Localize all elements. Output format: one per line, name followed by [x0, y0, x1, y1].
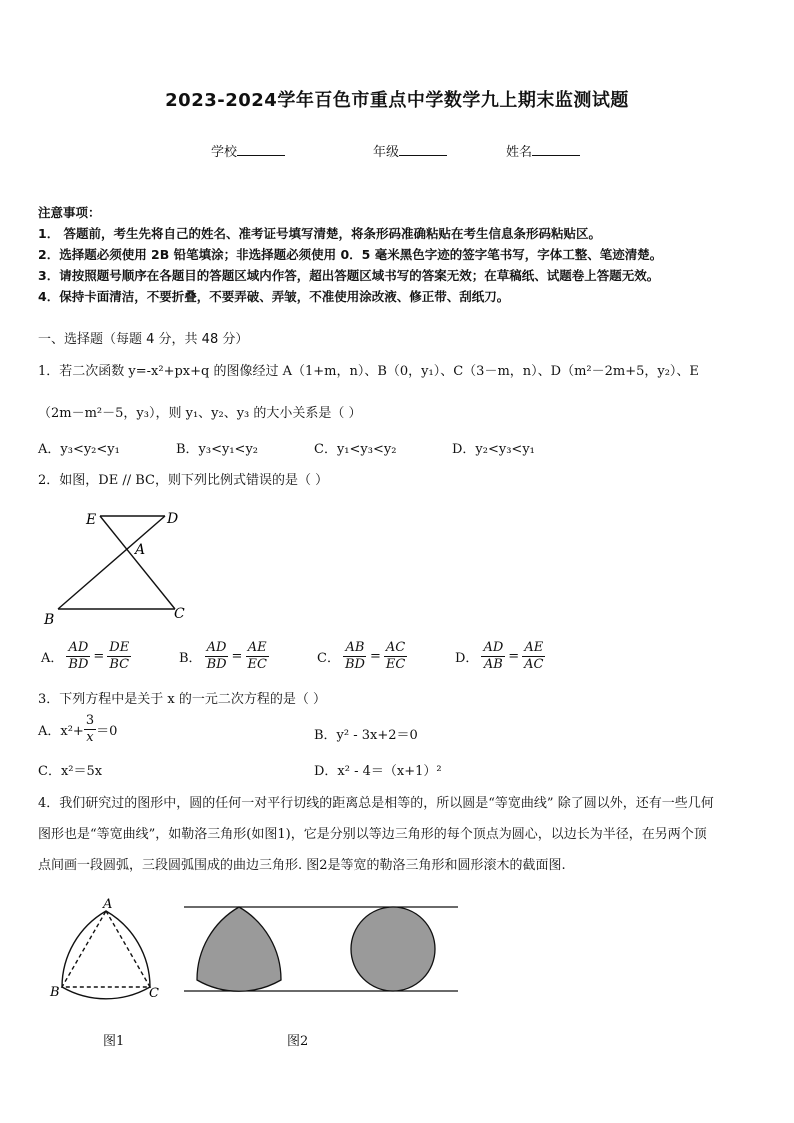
note-item: 3．请按照题号顺序在各题目的答题区域内作答，超出答题区域书写的答案无效；在草稿纸、试题卷上答题无效。: [38, 268, 660, 283]
q3-stem: 3．下列方程中是关于 x 的一元二次方程的是（ ）: [38, 692, 326, 707]
note-item: 2．选择题必须使用 2B 铅笔填涂；非选择题必须使用 0．5 毫米黑色字迹的签字笔书写，字体工整、笔迹清楚。: [38, 247, 663, 262]
q2-option-b: B． $\frac{AD}{BD}$ = $\frac{AE}{EC}$: [179, 640, 267, 672]
name-label: 姓名: [506, 145, 533, 160]
q2-figure: [40, 505, 200, 630]
rolling-figure-2: [180, 898, 465, 998]
q2-option-c: C． $\frac{AB}{BD}$ = $\frac{AC}{EC}$: [317, 640, 406, 672]
q1-option-c: C．y₁<y₃<y₂: [314, 442, 397, 457]
point-label-c: C: [174, 606, 185, 622]
q1-option-a: A．y₃<y₂<y₁: [38, 442, 120, 457]
name-blank: [532, 143, 580, 156]
point-label-d: D: [167, 511, 179, 527]
reuleaux-figure-1: [45, 895, 175, 1005]
point-label-a: A: [135, 542, 146, 558]
equilateral-triangle-dashed: [62, 911, 150, 987]
note-item: 1． 答题前，考生先将自己的姓名、准考证号填写清楚，将条形码准确粘贴在考生信息条形码粘贴区。: [38, 226, 602, 241]
page-title: 2023-2024学年百色市重点中学数学九上期末监测试题: [165, 90, 629, 111]
fig1-label-b: B: [50, 985, 60, 1000]
q4-stem-line3: 点间画一段圆弧，三段圆弧围成的曲边三角形. 图2是等宽的勒洛三角形和圆形滚木的截面图.: [38, 858, 566, 873]
point-label-b: B: [44, 612, 55, 628]
reuleaux-shape: [197, 907, 281, 991]
q2-option-d: D． $\frac{AD}{AB}$ = $\frac{AE}{AC}$: [455, 640, 544, 672]
school-field: [211, 141, 285, 160]
q3-option-b: B．y² - 3x+2＝0: [314, 728, 418, 743]
notes-heading: 注意事项：: [38, 205, 101, 220]
circle-shape: [351, 907, 435, 991]
q1-stem-line2: （2m－m²－5，y₃），则 y₁、y₂、y₃ 的大小关系是（ ）: [38, 406, 362, 421]
q4-stem-line2: 图形也是“等宽曲线”，如勒洛三角形(如图1)，它是分别以等边三角形的每个顶点为圆心，以边长为半径，在另两个顶: [38, 827, 707, 842]
name-field: [506, 141, 580, 160]
q4-stem-line1: 4．我们研究过的图形中，圆的任何一对平行切线的距离总是相等的，所以圆是“等宽曲线” 除了圆以外，还有一些几何: [38, 796, 714, 811]
grade-field: [373, 141, 447, 160]
grade-label: 年级: [373, 145, 400, 160]
figure-2-caption: 图2: [287, 1034, 309, 1049]
grade-blank: [399, 143, 447, 156]
q1-option-b: B．y₃<y₁<y₂: [176, 442, 259, 457]
q2-option-a: A． $\frac{AD}{BD}$ = $\frac{DE}{BC}$: [41, 640, 130, 672]
note-item: 4．保持卡面清洁，不要折叠，不要弄破、弄皱，不准使用涂改液、修正带、刮纸刀。: [38, 289, 510, 304]
q1-option-d: D．y₂<y₃<y₁: [452, 442, 535, 457]
q3-option-c: C．x²＝5x: [38, 764, 103, 779]
fig1-label-c: C: [149, 986, 159, 1001]
reuleaux-outline: [62, 911, 150, 999]
fig1-label-a: A: [103, 897, 113, 912]
school-blank: [237, 143, 285, 156]
figure-1-caption: 图1: [103, 1034, 125, 1049]
q3-option-a: A．x²+ $\frac{3}{x}$ ＝0: [38, 713, 118, 745]
point-label-e: E: [86, 512, 97, 528]
q2-stem: 2．如图，DE // BC，则下列比例式错误的是（ ）: [38, 473, 329, 488]
school-label: 学校: [211, 145, 238, 160]
q1-stem-line1: 1．若二次函数 y=-x²+px+q 的图像经过 A（1+m，n）、B（0，y₁）、C（3－m，n）、D（m²－2m+5，y₂）、E: [38, 364, 699, 379]
section-heading: 一、选择题（每题 4 分，共 48 分）: [38, 332, 249, 347]
q3-option-d: D．x² - 4＝（x+1）²: [314, 764, 442, 779]
